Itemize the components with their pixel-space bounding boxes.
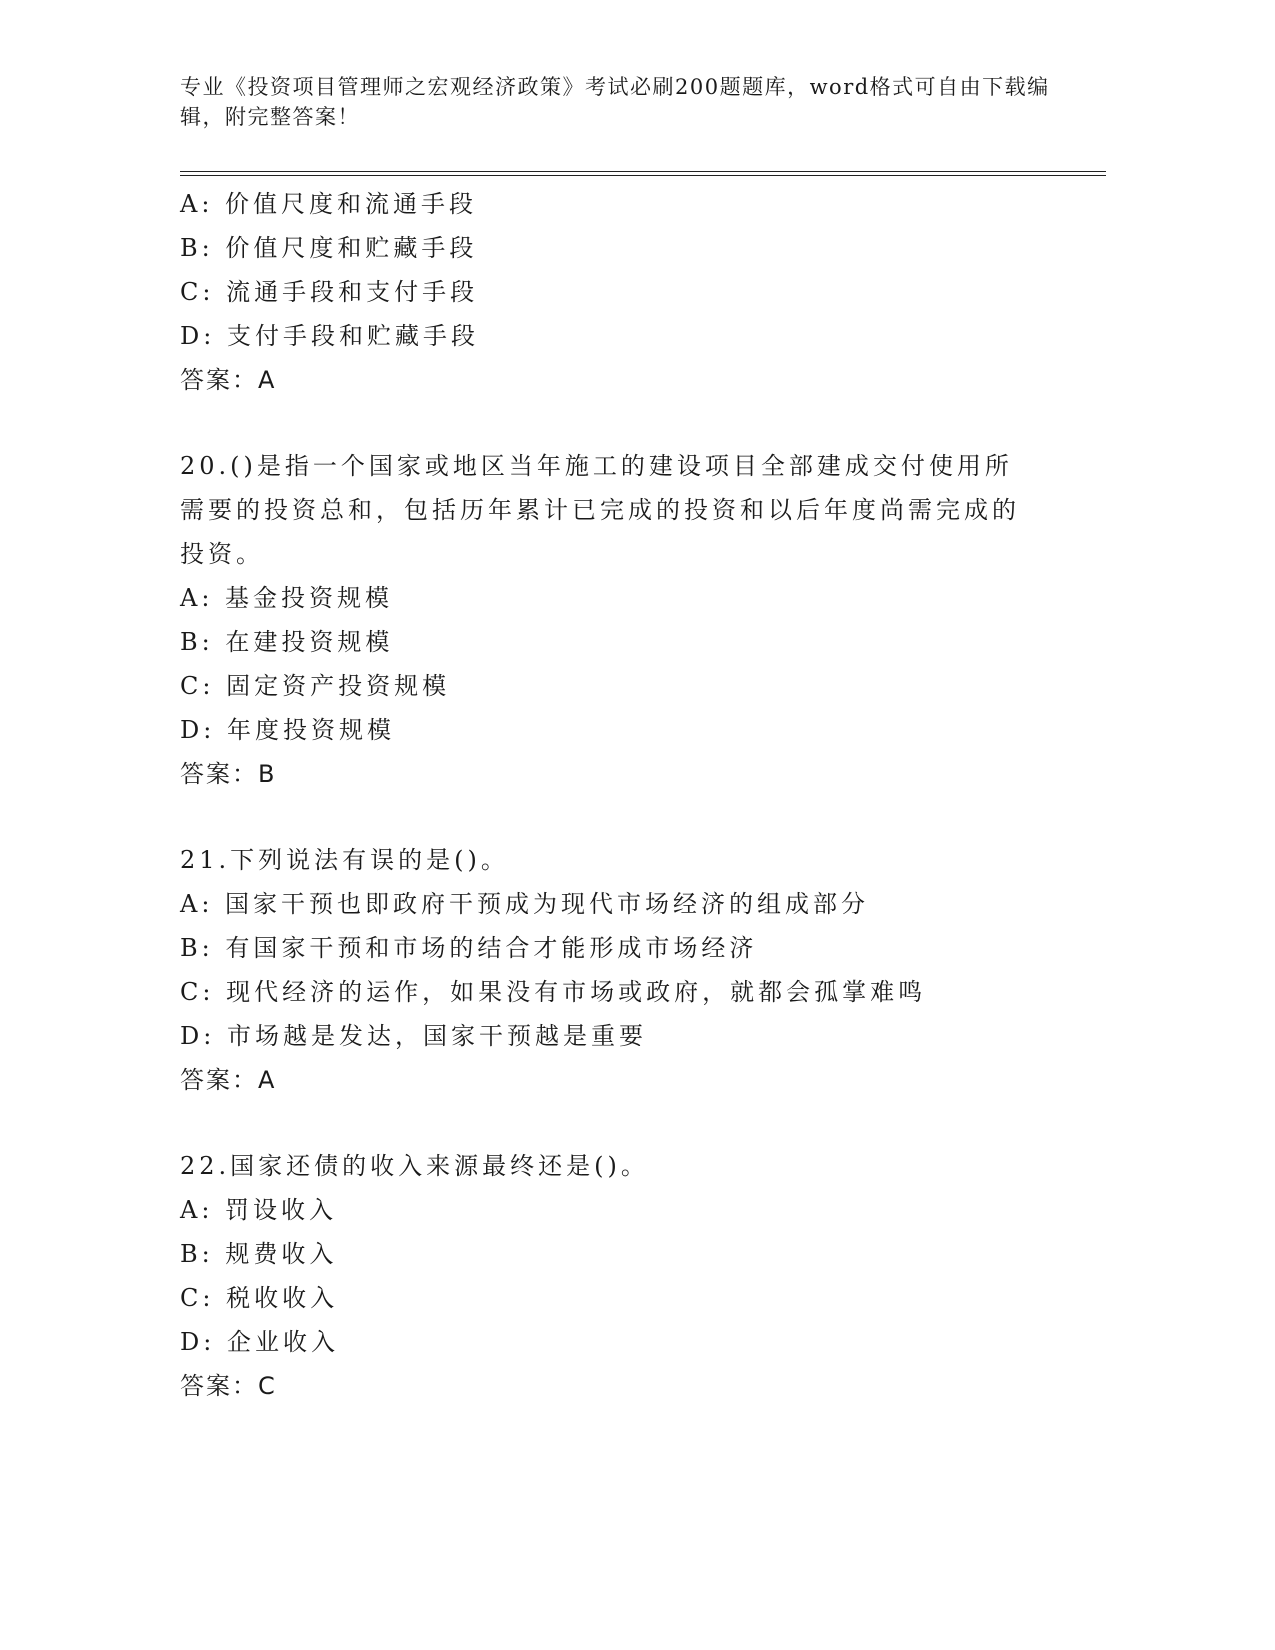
spacer xyxy=(180,796,1060,838)
question-22 xyxy=(180,1144,1060,1408)
option-b: B: 规费收入 xyxy=(180,1240,338,1268)
header-rule-bottom xyxy=(180,175,1106,176)
question-stem: 20.()是指一个国家或地区当年施工的建设项目全部建成交付使用所需要的投资总和，包括历年累计已完成的投资和以后年度尚需完成的投资。 xyxy=(180,452,1020,568)
question-stem: 21.下列说法有误的是()。 xyxy=(180,846,509,874)
option-a: A: 基金投资规模 xyxy=(180,584,394,612)
option-c: C: 税收收入 xyxy=(180,1284,339,1312)
option-d: D: 年度投资规模 xyxy=(180,716,395,744)
question-list xyxy=(180,182,1060,1408)
option-a: A: 罚设收入 xyxy=(180,1196,338,1224)
option-b: B: 价值尺度和贮藏手段 xyxy=(180,234,478,262)
option-b: B: 在建投资规模 xyxy=(180,628,394,656)
option-d: D: 市场越是发达，国家干预越是重要 xyxy=(180,1022,647,1050)
option-a: A: 国家干预也即政府干预成为现代市场经济的组成部分 xyxy=(180,890,870,918)
header-rule-top xyxy=(180,171,1106,172)
option-c: C: 流通手段和支付手段 xyxy=(180,278,479,306)
option-d: D: 企业收入 xyxy=(180,1328,339,1356)
option-d: D: 支付手段和贮藏手段 xyxy=(180,322,479,350)
option-b: B: 有国家干预和市场的结合才能形成市场经济 xyxy=(180,934,758,962)
answer: 答案：C xyxy=(180,1372,277,1400)
question-stem: 22.国家还债的收入来源最终还是()。 xyxy=(180,1152,649,1180)
answer: 答案：B xyxy=(180,760,277,788)
document-header: 专业《投资项目管理师之宏观经济政策》考试必刷200题题库，word格式可自由下载编辑，附完整答案！ xyxy=(180,75,1050,129)
answer: 答案：A xyxy=(180,1066,277,1094)
question-19 xyxy=(180,182,1060,402)
answer: 答案：A xyxy=(180,366,277,394)
option-a: A: 价值尺度和流通手段 xyxy=(180,190,478,218)
option-c: C: 固定资产投资规模 xyxy=(180,672,451,700)
spacer xyxy=(180,1102,1060,1144)
question-20 xyxy=(180,444,1060,796)
spacer xyxy=(180,402,1060,444)
question-21 xyxy=(180,838,1060,1102)
option-c: C: 现代经济的运作，如果没有市场或政府，就都会孤掌难鸣 xyxy=(180,978,927,1006)
